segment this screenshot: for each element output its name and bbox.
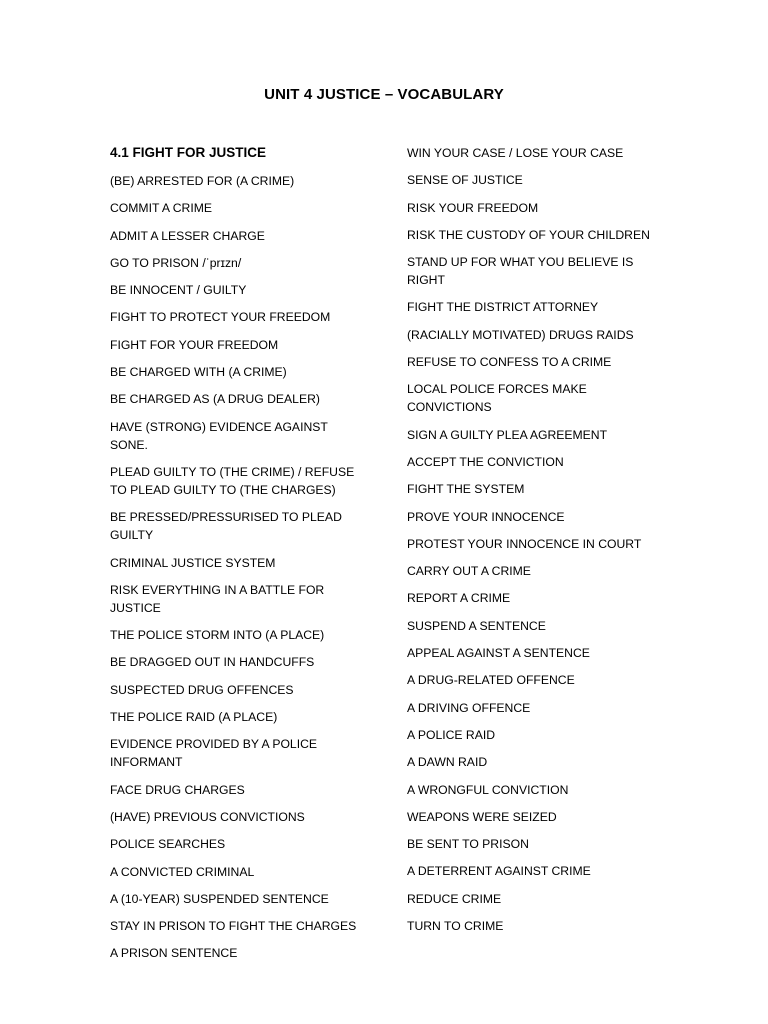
vocabulary-item: A POLICE RAID: [407, 727, 496, 742]
vocabulary-item: A DRUG-RELATED OFFENCE: [407, 673, 575, 688]
vocabulary-item: WIN YOUR CASE / LOSE YOUR CASE: [407, 146, 624, 160]
vocabulary-item: PROTEST YOUR INNOCENCE IN COURT: [407, 536, 642, 551]
vocabulary-item: STAY IN PRISON TO FIGHT THE CHARGES: [110, 919, 357, 934]
vocabulary-item: FIGHT FOR YOUR FREEDOM: [110, 337, 279, 352]
vocabulary-item: BE SENT TO PRISON: [407, 837, 529, 852]
vocabulary-item: REDUCE CRIME: [407, 891, 502, 906]
vocabulary-item: (RACIALLY MOTIVATED) DRUGS RAIDS: [407, 327, 634, 342]
vocabulary-item: A PRISON SENTENCE: [110, 946, 238, 961]
left-column: [110, 143, 368, 972]
vocabulary-item: TURN TO CRIME: [407, 919, 504, 934]
vocabulary-item: SIGN A GUILTY PLEA AGREEMENT: [407, 427, 608, 442]
vocabulary-item: A (10-YEAR) SUSPENDED SENTENCE: [110, 891, 329, 906]
vocabulary-item: A WRONGFUL CONVICTION: [407, 782, 569, 797]
vocabulary-item: FACE DRUG CHARGES: [110, 782, 245, 797]
vocabulary-item: (HAVE) PREVIOUS CONVICTIONS: [110, 809, 305, 824]
vocabulary-item: FIGHT THE SYSTEM: [407, 482, 525, 497]
vocabulary-item: EVIDENCE PROVIDED BY A POLICE INFORMANT: [110, 737, 318, 770]
vocabulary-item: THE POLICE RAID (A PLACE): [110, 710, 278, 725]
left-vocabulary-list: [110, 172, 368, 962]
vocabulary-item: SENSE OF JUSTICE: [407, 173, 523, 188]
vocabulary-item: CRIMINAL JUSTICE SYSTEM: [110, 555, 276, 570]
vocabulary-item: POLICE SEARCHES: [110, 837, 226, 852]
vocabulary-item: BE PRESSED/PRESSURISED TO PLEAD GUILTY: [110, 510, 342, 543]
vocabulary-item: REPORT A CRIME: [407, 591, 511, 606]
vocabulary-item: CARRY OUT A CRIME: [407, 564, 531, 579]
vocabulary-item: COMMIT A CRIME: [110, 201, 213, 216]
right-vocabulary-list: [407, 144, 669, 935]
vocabulary-item: RISK EVERYTHING IN A BATTLE FOR JUSTICE: [110, 582, 325, 615]
vocabulary-item: BE CHARGED WITH (A CRIME): [110, 365, 287, 380]
vocabulary-item: LOCAL POLICE FORCES MAKE CONVICTIONS: [407, 382, 587, 415]
vocabulary-item: PROVE YOUR INNOCENCE: [407, 509, 565, 524]
vocabulary-item: RISK THE CUSTODY OF YOUR CHILDREN: [407, 227, 650, 242]
section-heading: 4.1 FIGHT FOR JUSTICE: [110, 145, 267, 160]
vocabulary-item: (BE) ARRESTED FOR (A CRIME): [110, 174, 295, 188]
vocabulary-item: STAND UP FOR WHAT YOU BELIEVE IS RIGHT: [407, 255, 634, 288]
vocabulary-item: A DRIVING OFFENCE: [407, 700, 531, 715]
vocabulary-item: BE CHARGED AS (A DRUG DEALER): [110, 392, 320, 407]
vocabulary-item: WEAPONS WERE SEIZED: [407, 809, 557, 824]
vocabulary-item: SUSPEND A SENTENCE: [407, 618, 546, 633]
page-title: UNIT 4 JUSTICE – VOCABULARY: [264, 86, 504, 103]
vocabulary-item: PLEAD GUILTY TO (THE CRIME) / REFUSE TO PLEAD GUILTY TO (THE CHARGES): [110, 464, 355, 497]
vocabulary-item: A CONVICTED CRIMINAL: [110, 864, 255, 879]
vocabulary-item: ADMIT A LESSER CHARGE: [110, 228, 265, 243]
vocabulary-item: APPEAL AGAINST A SENTENCE: [407, 646, 590, 661]
vocabulary-item: HAVE (STRONG) EVIDENCE AGAINST SONE.: [110, 419, 328, 452]
vocabulary-item: THE POLICE STORM INTO (A PLACE): [110, 628, 325, 643]
vocabulary-item: BE DRAGGED OUT IN HANDCUFFS: [110, 655, 315, 670]
vocabulary-item: ACCEPT THE CONVICTION: [407, 454, 564, 469]
vocabulary-item: BE INNOCENT / GUILTY: [110, 283, 247, 298]
vocabulary-item: REFUSE TO CONFESS TO A CRIME: [407, 355, 612, 370]
vocabulary-item: A DETERRENT AGAINST CRIME: [407, 864, 591, 879]
vocabulary-item: RISK YOUR FREEDOM: [407, 200, 539, 215]
vocabulary-item: FIGHT TO PROTECT YOUR FREEDOM: [110, 310, 331, 325]
vocabulary-item: A DAWN RAID: [407, 755, 488, 770]
vocabulary-item: SUSPECTED DRUG OFFENCES: [110, 682, 294, 697]
vocabulary-item: FIGHT THE DISTRICT ATTORNEY: [407, 300, 599, 315]
vocabulary-item: GO TO PRISON /ˈprɪzn/: [110, 255, 242, 270]
right-column: [407, 143, 669, 944]
